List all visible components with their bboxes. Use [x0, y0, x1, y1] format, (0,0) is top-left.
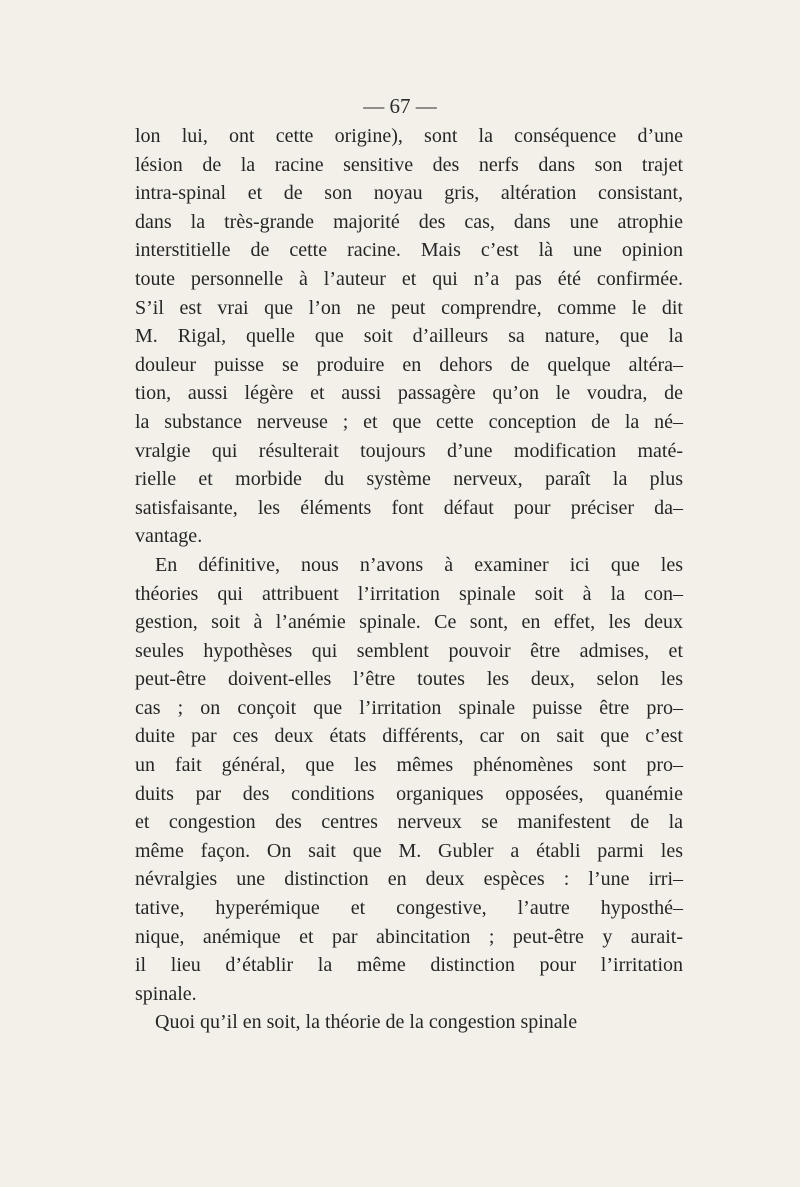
text-line: cas ; on conçoit que l’irritation spinale puisse être pro– [135, 696, 683, 719]
text-line: S’il est vrai que l’on ne peut comprendre, comme le dit [135, 296, 683, 319]
text-line: duite par ces deux états différents, car on sait que c’est [135, 725, 683, 748]
text-line: gestion, soit à l’anémie spinale. Ce sont, en effet, les deux [135, 611, 683, 634]
text-line: Quoi qu’il en soit, la théorie de la congestion spinale [155, 1011, 578, 1034]
body-text [135, 122, 683, 1037]
text-line: et congestion des centres nerveux se manifestent de la [135, 811, 683, 834]
text-line: douleur puisse se produire en dehors de quelque altéra– [135, 353, 683, 376]
text-line: En définitive, nous n’avons à examiner ici que les [155, 553, 683, 576]
text-line: seules hypothèses qui semblent pouvoir être admises, et [135, 639, 683, 662]
text-line: dans la très-grande majorité des cas, dans une atrophie [135, 210, 683, 233]
text-line: il lieu d’établir la même distinction pour l’irritation [135, 954, 683, 977]
text-line: même façon. On sait que M. Gubler a établi parmi les [135, 839, 683, 862]
text-line: vralgie qui résulterait toujours d’une modification maté- [135, 439, 683, 462]
text-line: un fait général, que les mêmes phénomènes sont pro– [135, 754, 683, 777]
text-line: interstitielle de cette racine. Mais c’est là une opinion [135, 239, 683, 262]
text-line: vantage. [135, 525, 203, 548]
text-line: M. Rigal, quelle que soit d’ailleurs sa nature, que la [135, 325, 683, 348]
text-line: rielle et morbide du système nerveux, paraît la plus [135, 468, 683, 491]
text-line: duits par des conditions organiques opposées, quanémie [135, 782, 683, 805]
text-line: spinale. [135, 982, 197, 1005]
text-line: toute personnelle à l’auteur et qui n’a pas été confirmée. [135, 267, 683, 290]
text-line: peut-être doivent-elles l’être toutes les deux, selon les [135, 668, 683, 691]
text-line: tative, hyperémique et congestive, l’autre hyposthé– [135, 897, 683, 920]
text-line: tion, aussi légère et aussi passagère qu’on le voudra, de [135, 382, 683, 405]
paragraph-3 [135, 1008, 683, 1037]
text-line: lon lui, ont cette origine), sont la conséquence d’une [135, 125, 683, 147]
text-line: nique, anémique et par abincitation ; peut-être y aurait- [135, 925, 683, 948]
text-line: satisfaisante, les éléments font défaut pour préciser da– [135, 496, 683, 519]
text-line: théories qui attribuent l’irritation spinale soit à la con– [135, 582, 683, 605]
text-line: intra-spinal et de son noyau gris, altération consistant, [135, 182, 683, 205]
text-line: la substance nerveuse ; et que cette conception de la né– [135, 410, 683, 433]
paragraph-1 [135, 122, 683, 551]
text-line: névralgies une distinction en deux espèces : l’une irri– [135, 868, 683, 891]
page-number: — 67 — [363, 94, 437, 118]
paragraph-2 [135, 551, 683, 1009]
text-line: lésion de la racine sensitive des nerfs dans son trajet [135, 153, 683, 176]
